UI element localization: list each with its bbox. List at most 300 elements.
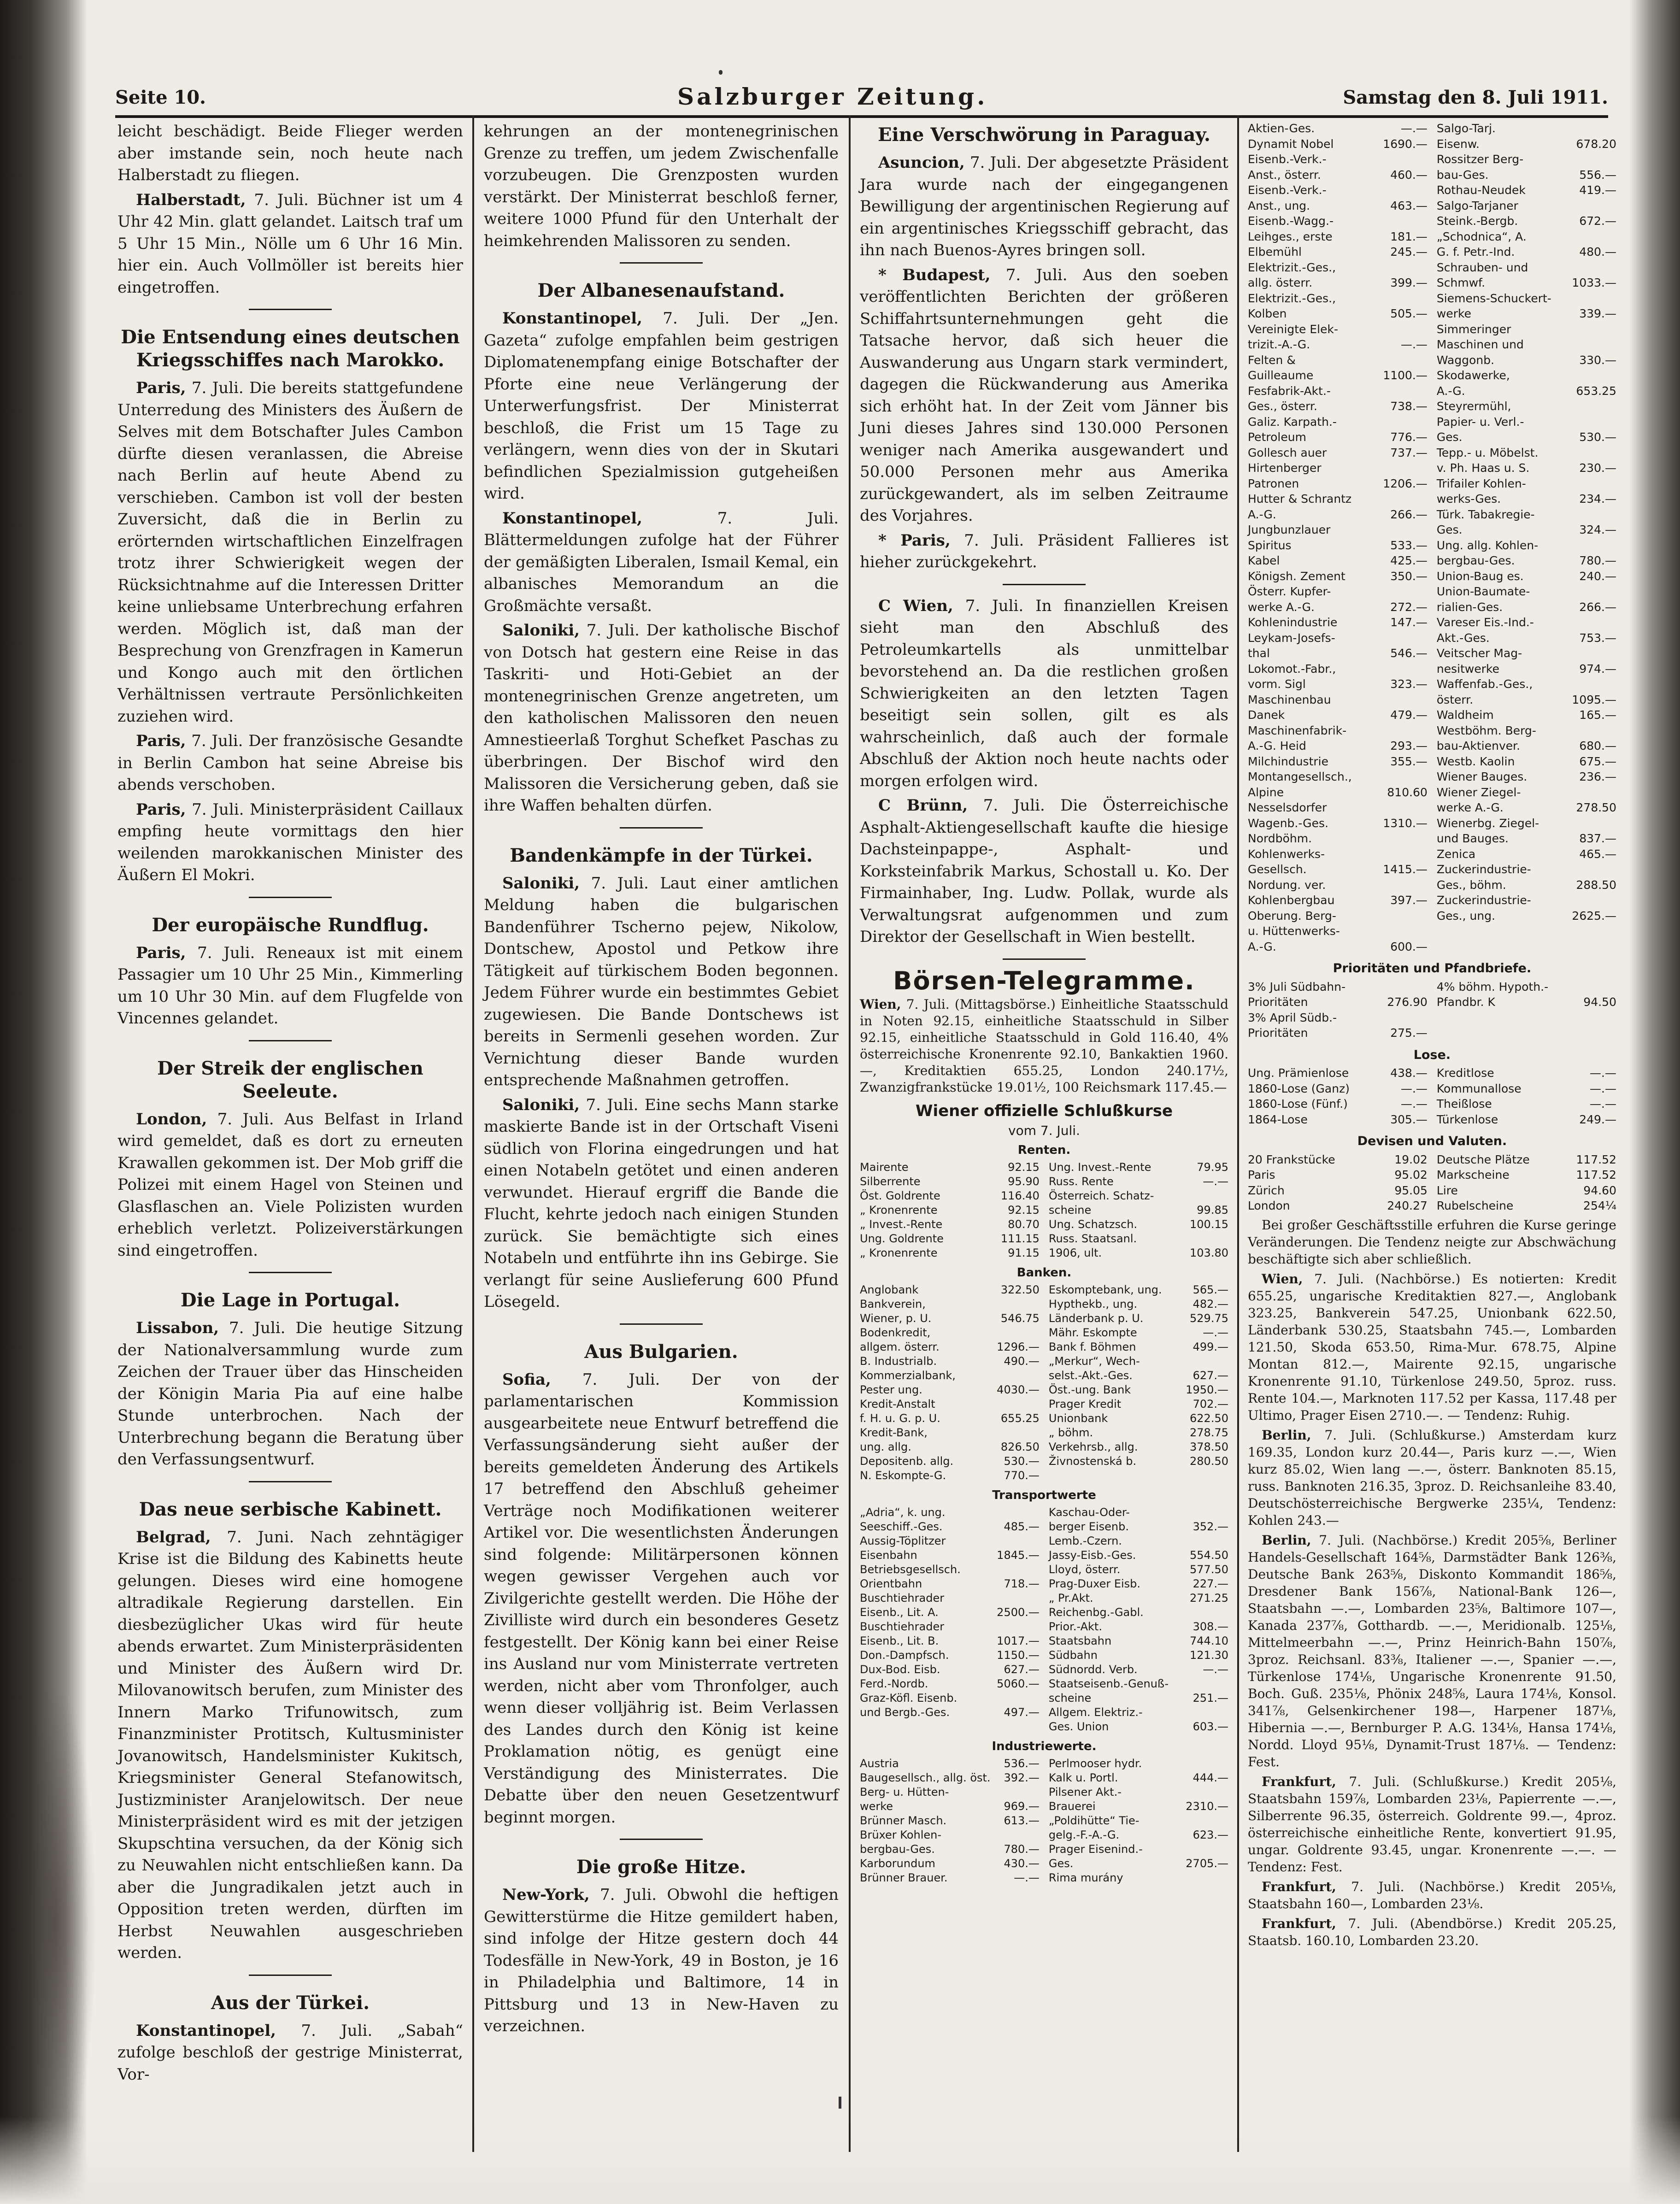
dateline: New-York, — [502, 1886, 590, 1904]
security-price — [1552, 368, 1617, 383]
security-name: A.-G. — [1248, 940, 1276, 953]
table-row — [1248, 322, 1616, 337]
security-name: Hirtenberger — [1248, 461, 1322, 475]
security-name: Akt.-Ges. — [1436, 631, 1490, 645]
security-price — [1363, 831, 1434, 846]
security-price: 1206.— — [1383, 476, 1427, 490]
security-name: ung. allg. — [860, 1440, 911, 1453]
security-price: 91.15 — [1008, 1246, 1040, 1259]
article-text — [484, 873, 839, 1092]
security-price: 95.05 — [1394, 1183, 1427, 1197]
security-name: bau-Aktienver. — [1436, 739, 1521, 752]
security-name: Ges., böhm. — [1436, 878, 1506, 892]
dateline: C Wien, — [878, 596, 953, 615]
table-row — [860, 1505, 1228, 1520]
report-text — [1248, 1773, 1616, 1875]
security-name: werke — [1436, 307, 1471, 320]
separator — [249, 309, 332, 310]
security-price — [1552, 198, 1617, 214]
category-renten: Renten. — [1017, 1143, 1071, 1157]
article-text — [117, 1109, 463, 1262]
security-name: Kabel — [1248, 554, 1280, 567]
security-name: Lemb.-Czern. — [1048, 1534, 1122, 1547]
security-name: Theißlose — [1436, 1097, 1492, 1111]
table-industrie — [860, 1757, 1228, 1885]
separator — [249, 1272, 332, 1273]
security-name: A.-G. Heid — [1248, 739, 1306, 752]
security-name: Deutsche Plätze — [1436, 1152, 1530, 1166]
table-row — [860, 1620, 1228, 1634]
security-name: G. f. Petr.-Ind. — [1436, 245, 1515, 259]
security-name: Westböhm. Berg- — [1436, 723, 1536, 737]
table-row — [1248, 1065, 1616, 1081]
table-row — [1248, 692, 1616, 708]
security-price — [1552, 337, 1617, 353]
security-price — [1552, 785, 1617, 800]
security-name: Orientbahn — [860, 1577, 922, 1590]
security-price: 1100.— — [1383, 369, 1427, 382]
ink-spot — [719, 70, 723, 75]
security-name: berger Eisenb. — [1048, 1520, 1129, 1533]
table-row — [860, 1591, 1228, 1605]
article-body: 7. Juli. Laut einer amtlichen Meldung haben die bulgarischen Bandenführer Tscherno pejew, Nikolow, Dontschew, Apostol und Petkow ihre Tätigkeit auf türkischem Boden begonnen. Jedem Führer wurde ein bestimmtes Gebiet zugewiesen. Die Bande Dontschews ist bereits in Sermenli gesehen worden. Zur Vernichtung dieser Bande wurden entsprechende Maßnahmen getroffen. — [484, 874, 839, 1089]
table-row — [860, 1605, 1228, 1620]
security-price — [1157, 1785, 1228, 1799]
dateline: Paris, — [136, 732, 186, 750]
security-price: 94.60 — [1583, 1183, 1616, 1197]
security-name: Reichenbg.-Gabl. — [1048, 1606, 1144, 1619]
table-row — [860, 1383, 1228, 1397]
security-name: gelg.-F.-A.-G. — [1048, 1828, 1120, 1841]
table-row — [1248, 1198, 1616, 1214]
market-body: 7. Juli. (Mittagsbörse.) Einheitliche Staatsschuld in Noten 92.15, einheitliche Staatsschuld in Silber 92.15, einheitliche Staatsschuld in Gold 116.40, 4% österreichische Kronenrente 92.10, Bankaktien 1960.—, Kreditaktien 655.25, London 240.17½, Zwanzigfrankstücke 19.01½, 100 Reichsmark 117.45.— — [860, 997, 1228, 1095]
table-row — [1248, 707, 1616, 723]
security-name: Königsh. Zement — [1248, 569, 1345, 583]
security-name: Waldheim — [1436, 708, 1494, 722]
dateline: Frankfurt, — [1262, 1774, 1336, 1789]
dateline: Paris, — [136, 800, 186, 819]
table-banken — [860, 1283, 1228, 1483]
security-name: allg. österr. — [1248, 276, 1313, 289]
security-price: 603.— — [1192, 1720, 1228, 1733]
security-name: Nordböhm. — [1248, 832, 1312, 845]
security-name: Kolben — [1248, 307, 1287, 320]
table-row — [860, 1663, 1228, 1677]
table-row — [1248, 1152, 1616, 1168]
security-name: Türkenlose — [1436, 1112, 1498, 1126]
security-price: 490.— — [1004, 1355, 1040, 1368]
article-body: 7. Juli. Aus Belfast in Irland wird gemeldet, daß es dort zu erneuten Krawallen gekommen ist. Der Mob griff die Polizei mit einem Hagel von Steinen und Glasflaschen an. Viele Polizisten wurden erheblich verletzt. Polizeiverstärkungen sind eingetroffen. — [117, 1110, 463, 1260]
article-body: 7. Juli. Präsident Fallieres ist hieher zurückgekehrt. — [860, 531, 1229, 571]
security-name: Prager Kredit — [1048, 1398, 1122, 1411]
security-price — [1552, 893, 1617, 908]
dateline: Frankfurt, — [1262, 1916, 1336, 1931]
dateline: Wien, — [860, 997, 901, 1012]
security-name: Prioritäten — [1248, 995, 1308, 1009]
security-price: —.— — [1014, 1871, 1040, 1884]
security-price: 92.15 — [1008, 1161, 1040, 1174]
security-name: Vereinigte Elek- — [1248, 322, 1339, 336]
security-name: Berg- u. Hütten- — [860, 1786, 949, 1798]
security-name: Danek — [1248, 708, 1285, 722]
security-price — [1363, 877, 1434, 893]
security-name: nesitwerke — [1436, 662, 1499, 676]
security-price: 680.— — [1579, 739, 1616, 752]
table-row — [1248, 152, 1616, 167]
table-row — [1248, 785, 1616, 800]
security-price: 276.90 — [1387, 995, 1427, 1009]
security-name: Depositenb. allg. — [860, 1455, 954, 1468]
security-price: 350.— — [1390, 569, 1427, 583]
security-name: 1860-Lose (Ganz) — [1248, 1081, 1350, 1095]
article-text — [860, 595, 1228, 793]
security-name: Montangesellsch., — [1248, 770, 1352, 783]
security-price: 565.— — [1192, 1283, 1228, 1296]
dateline: Halberstadt, — [136, 190, 246, 209]
security-name: bergbau-Ges. — [860, 1843, 935, 1856]
security-name: Hypthekb., ung. — [1048, 1298, 1138, 1311]
table-row — [1248, 738, 1616, 754]
table-row — [1248, 198, 1616, 214]
security-price — [1552, 476, 1617, 492]
table-row — [1248, 661, 1616, 677]
security-name: österr. — [1436, 693, 1474, 706]
security-name: Dynamit Nobel — [1248, 137, 1334, 151]
security-price: 653.25 — [1576, 384, 1616, 398]
security-price — [1363, 322, 1434, 337]
security-name: Wiener Ziegel- — [1436, 785, 1521, 799]
table-row — [1248, 553, 1616, 569]
article-body: 7. Juli. Der „Jen. Gazeta“ zufolge empfahlen beim gestrigen Diplomatenempfang einige Botschafter der Pforte eine neue Verlängerung der Unterwerfungsfrist. Der Ministerrat beschloß, die Frist um 15 Tage zu verlängern, wenn dies von der in Skutari befindlichen Spezialmission gutgeheißen wird. — [484, 309, 839, 503]
security-name: Perlmooser hydr. — [1048, 1757, 1142, 1770]
security-name: Ung. allg. Kohlen- — [1436, 538, 1539, 552]
security-name: Elektrizit.-Ges., — [1248, 260, 1336, 274]
security-price — [1363, 661, 1434, 677]
security-price: 974.— — [1579, 662, 1616, 676]
security-price — [1552, 445, 1617, 461]
security-price: 655.25 — [1000, 1412, 1040, 1425]
security-name: Ges. — [1436, 430, 1463, 444]
security-price — [1157, 1605, 1228, 1620]
report-text — [1248, 1915, 1616, 1949]
table-row — [1248, 1183, 1616, 1199]
security-price — [1157, 1189, 1228, 1203]
security-name: Buschtiehrader — [860, 1620, 945, 1633]
security-name: Patronen — [1248, 476, 1299, 490]
article-body: 7. Juli. Büchner ist um 4 Uhr 42 Min. glatt gelandet. Laitsch traf um 5 Uhr 15 Min., Nölle um 6 Uhr 16 Min. hier ein. Auch Vollmöller ist bereits hier eingetroffen. — [117, 190, 463, 297]
subheading-date: vom 7. Juli. — [1008, 1123, 1080, 1138]
security-price: 826.50 — [1000, 1440, 1040, 1453]
security-name: „ böhm. — [1048, 1426, 1093, 1439]
table-row — [1248, 538, 1616, 553]
security-price: 275.— — [1390, 1026, 1427, 1040]
security-name: selst.-Akt.-Ges. — [1048, 1369, 1133, 1382]
security-price: 465.— — [1579, 847, 1616, 861]
table-row — [1248, 445, 1616, 461]
security-price: 600.— — [1390, 940, 1427, 953]
security-price — [1552, 260, 1617, 276]
security-price: 556.— — [1579, 168, 1616, 182]
security-name: Simmeringer — [1436, 322, 1511, 336]
security-price — [1363, 1010, 1434, 1026]
security-price — [968, 1691, 1046, 1705]
security-price: 480.— — [1579, 245, 1616, 259]
security-price — [1552, 862, 1617, 877]
security-price: 117.52 — [1576, 1152, 1616, 1166]
security-price — [1363, 769, 1434, 785]
security-price: 352.— — [1192, 1520, 1228, 1533]
security-price: 236.— — [1579, 770, 1616, 783]
security-name: Lloyd, österr. — [1048, 1563, 1121, 1576]
security-name: Wiener, p. U. — [860, 1312, 932, 1325]
security-name: Eskomptebank, ung. — [1048, 1283, 1162, 1296]
security-price: 1690.— — [1383, 137, 1427, 151]
security-price: 738.— — [1390, 400, 1427, 413]
market-note: Bei großer Geschäftsstille erfuhren die Kurse geringe Veränderungen. Die Tendenz neigte zur Abschwächung beschäftigte sich aber schließlich. — [1248, 1217, 1616, 1267]
security-price — [1552, 979, 1617, 995]
security-price: 4030.— — [997, 1383, 1040, 1396]
security-price: 99.85 — [1197, 1204, 1228, 1217]
security-name: Oberung. Berg- — [1248, 909, 1336, 923]
separator — [249, 1481, 332, 1482]
security-name: London — [1248, 1199, 1290, 1212]
security-price: —.— — [1400, 122, 1427, 135]
security-name: Unionbank — [1048, 1412, 1108, 1425]
security-price: 718.— — [1004, 1577, 1040, 1590]
article-text — [860, 264, 1228, 527]
security-name: Gollesch auer — [1248, 446, 1327, 459]
table-row — [860, 1799, 1228, 1814]
security-name: Zenica — [1436, 847, 1476, 861]
table-row — [860, 1771, 1228, 1785]
headline-tuerkei: Aus der Türkei. — [211, 1992, 370, 2014]
security-name: v. Ph. Haas u. S. — [1436, 461, 1530, 475]
security-price: 121.30 — [1190, 1649, 1228, 1662]
security-price — [968, 1326, 1046, 1340]
security-name: Brünner Brauer. — [860, 1871, 948, 1884]
security-price: 623.— — [1192, 1828, 1228, 1841]
security-price — [1363, 260, 1434, 276]
security-name: Bank f. Böhmen — [1048, 1340, 1136, 1353]
headline-albanesen: Der Albanesenaufstand. — [537, 280, 785, 301]
security-price — [968, 1534, 1046, 1548]
security-price: 969.— — [1004, 1800, 1040, 1813]
security-name: 1864-Lose — [1248, 1112, 1308, 1126]
article-text: leicht beschädigt. Beide Flieger werden aber imstande sein, noch heute nach Halberstadt zu fliegen. — [117, 122, 463, 184]
table-row — [1248, 569, 1616, 584]
security-name: Ung. Invest.-Rente — [1048, 1161, 1151, 1174]
security-price: 505.— — [1390, 307, 1427, 320]
article-text: kehrungen an der montenegrinischen Grenze zu treffen, um jedem Zwischenfalle vorzubeugen. Die Grenzposten wurden verstärkt. Der Ministerrat beschloß ferner, weitere 1000 Pfund für den Unterhalt der heimkehrenden Malissoren zu senden. — [484, 122, 839, 250]
table-row — [1248, 862, 1616, 877]
article-body: 7. Juli. Obwohl die heftigen Gewitterstürme die Hitze gemildert haben, sind infolge der Hitze gestern doch 44 Todesfälle in New-York, 49 in Boston, je 16 in Philadelphia und Baltimore, 14 in Pittsburg und 13 in New-Haven zu verzeichnen. — [484, 1886, 839, 2035]
dateline: London, — [136, 1110, 207, 1128]
table-row — [860, 1426, 1228, 1440]
report-body: 7. Juli. (Nachbörse.) Kredit 205⅝, Berliner Handels-Gesellschaft 164⅝, Darmstädter Bank 126⅜, Deutsche Bank 263⅝, Diskonto Kommandit 186⅝, Dresdener Bank 156⅞, National-Bank 126—, Staatsbahn —.—, Lombarden 23⅝, Baltimore 107—, Kanada 237⅞, Gotthardb. —.—, Meridionalb. 125⅛, Mittelmeerbahn —.—, Prinz Heinrich-Bahn 150⅞, 3proz. Reichsanl. 83⅜, Italiener —.—, Spanier —.—, Türkenlose 174⅛, Ungarische Kronenrente 91.50, Boch. Guß. 235⅛, Phönix 248⅝, Laura 174⅛, Konsol. 341⅞, Gelsenkirchener 198—, Harpener 187⅛, Hibernia —.—, Bernburger P. A.G. 134⅛, Hansa 174⅛, Nordd. Lloyd 95⅛, Dynamit-Trust 187⅛. — Tendenz: Fest. — [1248, 1532, 1616, 1769]
table-row — [1248, 460, 1616, 476]
security-price: 322.50 — [1000, 1283, 1040, 1296]
category-prioritaeten: Prioritäten und Pfandbriefe. — [1333, 961, 1532, 976]
security-price: 100.15 — [1190, 1218, 1228, 1231]
security-price: 1017.— — [997, 1634, 1040, 1647]
security-name: Kohlenbergbau — [1248, 893, 1335, 907]
security-price — [1552, 1025, 1617, 1041]
table-row — [860, 1203, 1228, 1217]
security-price: 308.— — [1192, 1620, 1228, 1633]
table-transport — [860, 1505, 1228, 1734]
security-name: scheine — [1048, 1692, 1092, 1704]
table-row — [1248, 213, 1616, 229]
issue-date: Samstag den 8. Juli 1911. — [1343, 87, 1608, 108]
headline-bulgarien: Aus Bulgarien. — [584, 1340, 738, 1363]
table-row — [1248, 229, 1616, 245]
security-price: 288.50 — [1576, 878, 1616, 892]
security-name: Kohlenindustrie — [1248, 616, 1338, 629]
security-price: 1310.— — [1383, 816, 1427, 830]
security-price — [1363, 800, 1434, 816]
security-name: Paris — [1248, 1168, 1275, 1181]
security-price — [1157, 1505, 1228, 1520]
scan-stain — [14, 1682, 97, 2166]
table-row — [1248, 816, 1616, 831]
security-name: Russ. Rente — [1048, 1175, 1114, 1188]
security-name: Waggonb. — [1436, 353, 1495, 367]
article-body: 7. Juli. Die heutige Sitzung der Nationalversammlung wurde zum Zeichen der Trauer über das Hinscheiden der Königin Maria Pia auf eine halbe Stunde unterbrochen. Nach der Unterbrechung begann die Beratung über den Verfassungsentwurf. — [117, 1319, 463, 1469]
security-name: Fesfabrik-Akt.- — [1248, 384, 1331, 398]
security-name — [1434, 923, 1552, 939]
security-price — [1552, 816, 1617, 831]
headline-boersen: Börsen-Telegramme. — [893, 966, 1195, 995]
dateline: C Brünn, — [878, 796, 968, 815]
table-row — [1248, 507, 1616, 523]
security-price: 622.50 — [1190, 1412, 1228, 1425]
table-row — [860, 1534, 1228, 1548]
security-price: 234.— — [1579, 492, 1616, 505]
security-name: Ferd.-Nordb. — [860, 1677, 928, 1690]
dateline: Berlin, — [1262, 1532, 1311, 1548]
security-price — [1157, 1871, 1228, 1885]
table-row — [1248, 800, 1616, 816]
security-name: Länderbank p. U. — [1048, 1312, 1144, 1325]
security-price: 485.— — [1004, 1520, 1040, 1533]
security-price: 399.— — [1390, 276, 1427, 289]
security-price: 444.— — [1192, 1771, 1228, 1784]
security-price — [1363, 584, 1434, 599]
category-lose: Lose. — [1413, 1047, 1451, 1062]
security-name: und Bergb.-Ges. — [860, 1706, 950, 1719]
security-name: Pilsener Akt.- — [1048, 1786, 1122, 1798]
security-name: Zuckerindustrie- — [1436, 893, 1531, 907]
security-name: trizit.-A.-G. — [1248, 338, 1310, 351]
table-row — [1248, 476, 1616, 492]
security-price — [1363, 908, 1434, 924]
security-price: 378.50 — [1190, 1440, 1228, 1453]
headline-portugal: Die Lage in Portugal. — [180, 1289, 400, 1311]
report-text — [1248, 1878, 1616, 1912]
separator — [1003, 958, 1086, 960]
security-name: Eisenb., Lit. B. — [860, 1634, 939, 1647]
table-row — [860, 1326, 1228, 1340]
security-name: B. Industrialb. — [860, 1355, 937, 1368]
table-row — [1248, 831, 1616, 846]
table-row — [1248, 414, 1616, 430]
security-price: 254¼ — [1583, 1199, 1616, 1212]
table-row — [1248, 244, 1616, 260]
security-price: 266.— — [1390, 507, 1427, 521]
security-name: Staatseisenb.-Genuß- — [1048, 1677, 1169, 1690]
security-name: „ Invest.-Rente — [860, 1218, 943, 1231]
security-price: 293.— — [1390, 739, 1427, 752]
security-name: Felten & — [1248, 353, 1296, 367]
table-row — [860, 1454, 1228, 1469]
dateline: Saloniki, — [502, 1095, 580, 1114]
table-row — [1248, 291, 1616, 306]
article-text — [484, 508, 839, 617]
table-row — [1248, 599, 1616, 615]
security-name: Eisenb., Lit. A. — [860, 1606, 939, 1619]
security-price: 546.— — [1390, 647, 1427, 660]
table-row — [1248, 1096, 1616, 1112]
table-devisen — [1248, 1152, 1616, 1214]
dateline: Berlin, — [1262, 1427, 1311, 1443]
table-row — [860, 1828, 1228, 1842]
table-row — [1248, 136, 1616, 152]
security-price: —.— — [1590, 1097, 1616, 1111]
table-row — [860, 1720, 1228, 1734]
category-banken: Banken. — [1016, 1266, 1072, 1280]
page-number: Seite 10. — [115, 87, 206, 108]
security-price: 227.— — [1192, 1577, 1228, 1590]
separator — [620, 1323, 703, 1325]
table-row — [1248, 121, 1616, 136]
column-rule-2 — [849, 115, 851, 2152]
security-price: 95.90 — [1008, 1175, 1040, 1188]
separator — [620, 827, 703, 829]
security-price: 482.— — [1192, 1298, 1228, 1311]
scan-edge-right — [1629, 0, 1680, 2204]
security-name: 3% Juli Südbahn- — [1248, 980, 1346, 993]
headline-schlusskurse: Wiener offizielle Schlußkurse — [915, 1102, 1173, 1120]
article-body: 7. Juli. Der von der parlamentarischen Kommission ausgearbeitete neue Entwurf betreffend die Verfassungsänderung sieht außer der bereits gemeldeten Änderung des Artikels 17 betreffend den Abschluß geheimer Verträge noch Modifikationen weiterer Artikel vor. Die wesentlichsten Änderungen sind folgende: Militärpersonen können wegen gewisser Vergehen auch vor Zivilgerichte gestellt werden. Die Höhe der Zivilliste wird durch ein besonderes Gesetz festgestellt. Der König kann bei einer Reise ins Ausland nur vom Ministerrate vertreten werden, nicht aber vom Thronfolger, auch wenn dieser volljährig ist. Beim Verlassen des Landes durch den König ist keine Proklamation nötig, es genügt eine Verständigung des Ministerrates. Die Debatte über den neuen Gesetzentwurf beginnt morgen. — [484, 1370, 839, 1827]
security-name: Waffenfab.-Ges., — [1436, 677, 1533, 691]
security-name: Buschtiehrader — [860, 1592, 945, 1605]
security-name: Verkehrsb., allg. — [1048, 1440, 1138, 1453]
security-price: 245.— — [1390, 245, 1427, 259]
table-row — [860, 1397, 1228, 1411]
security-price — [1157, 1705, 1228, 1720]
security-price: 530.— — [1579, 430, 1616, 444]
security-price — [1363, 291, 1434, 306]
category-transport: Transportwerte — [992, 1488, 1096, 1502]
security-name: Kreditlose — [1436, 1066, 1494, 1080]
article-text — [117, 2020, 463, 2086]
article-text — [484, 1094, 839, 1313]
security-name: Trifailer Kohlen- — [1436, 476, 1526, 490]
security-name: Spiritus — [1248, 538, 1292, 552]
security-price: 278.75 — [1190, 1426, 1228, 1439]
security-name: Mähr. Eskompte — [1048, 1326, 1137, 1339]
security-price: 330.— — [1579, 353, 1616, 367]
security-price: 463.— — [1390, 199, 1427, 212]
security-name: Leykam-Josefs- — [1248, 631, 1335, 645]
security-price: 1033.— — [1572, 276, 1616, 289]
security-name: Steyrermühl, — [1436, 400, 1511, 413]
security-price: 1950.— — [1186, 1383, 1228, 1396]
article-text — [484, 620, 839, 817]
security-price: 529.75 — [1190, 1312, 1228, 1325]
table-row — [1248, 275, 1616, 291]
security-price — [1552, 507, 1617, 523]
